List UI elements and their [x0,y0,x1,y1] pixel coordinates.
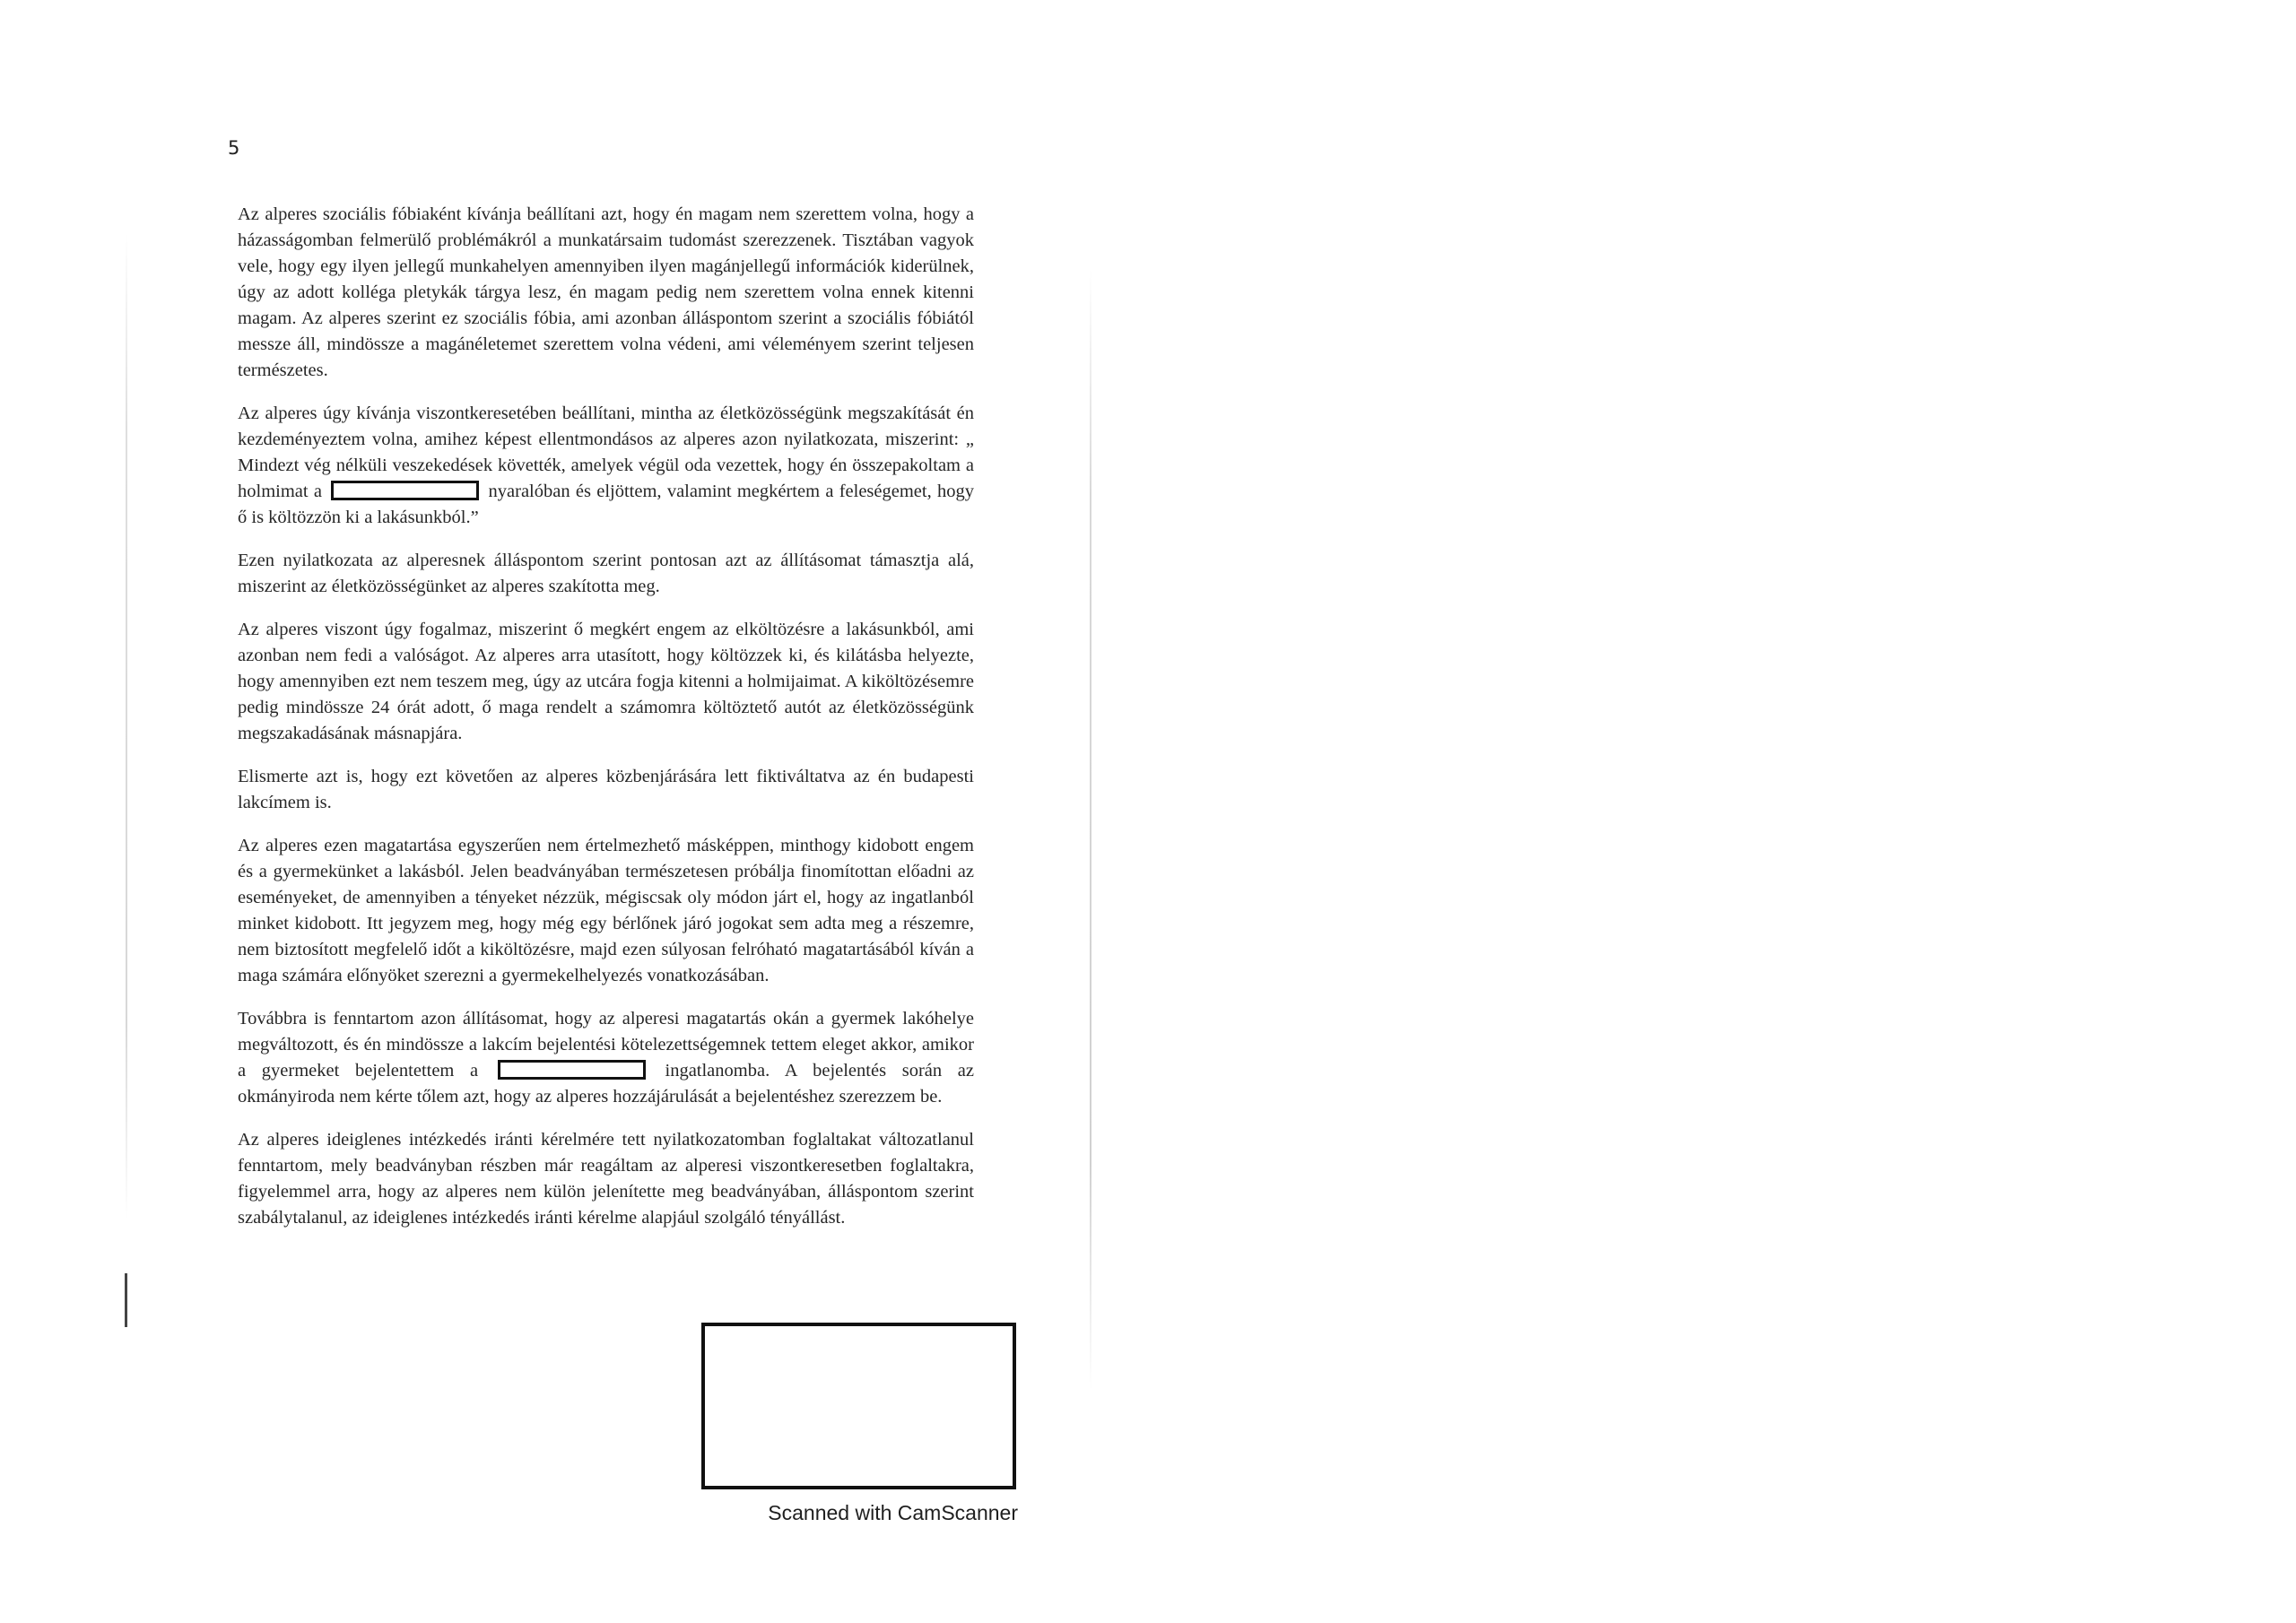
paragraph-social-phobia: Az alperes szociális fóbiaként kívánja beállítani azt, hogy én magam nem szerettem volna, hogy a házasságomban felmerülő problémákról a munkatársaim tudomást szerezzenek. Tisztában vagyok vele, hogy egy ilyen jellegű munkahelyen amennyiben ilyen magánjellegű információk kiderülnek, úgy az adott kolléga pletykák tárgya lesz, én magam pedig nem szerettem volna ennek kitenni magam. Az alperes szerint ez szociális fóbia, ami azonban álláspontom szerint a szociális fóbiától messze áll, mindössze a magánéletemet szerettem volna védeni, ami véleményem szerint teljesen természetes. [238,204,974,380]
scanner-watermark: Scanned with CamScanner [768,1501,1018,1524]
paragraph-text: nyaralóban és eljöttem, valamint megkértem a feleségemet, hogy ő is költözzön ki a lakásunkból.” [238,482,974,527]
paragraph-text: Továbbra is fenntartom azon állításomat, hogy az alperesi magatartás okán a gyermek lakóhelye megváltozott, és én mindössze a lakcím bejelentési kötelezettségemnek tettem eleget akkor, amikor a gyermeket bejelentettem a [238,1009,974,1081]
paragraph-interim-measure: Az alperes ideiglenes intézkedés iránti kérelmére tett nyilatkozatomban foglaltakat változatlanul fenntartom, mely beadványban részben már reagáltam az alperesi viszontkeresetben foglaltakra, figyelemmel arra, hogy az alperes nem külön jelenítette meg beadványában, álláspontom szerint szabálytalanul, az ideiglenes intézkedés iránti kérelme alapjául szolgáló tényállást. [238,1130,974,1228]
paragraph-child-residence [238,1006,974,1110]
paragraph-text: ingatlanomba. A bejelentés során az okmányiroda nem kérte tőlem azt, hogy az alperes hozzájárulását a bejelentéshez szerezzem be. [238,1061,974,1107]
redaction-box [331,481,479,500]
scan-edge-shadow-right [1090,269,1091,1390]
paragraph-text: Az alperes úgy kívánja viszontkeresetében beállítani, mintha az életközösségünk megszakítását én kezdeményeztem volna, amihez képest ellentmondásos az alperes azon nyilatkozata, miszerint: „ Mindezt vég nélküli veszekedések követték, amelyek végül oda vezettek, hogy én összepakoltam a holmimat a [238,404,974,501]
paragraph-statement-support: Ezen nyilatkozata az alperesnek álláspontom szerint pontosan azt az állításomat támasztja alá, miszerint az életközösségünket az alperes szakította meg. [238,551,974,596]
paragraph-separation-initiative [238,401,974,531]
scan-edge-mark-left [125,1273,127,1327]
paragraph-kicked-out: Az alperes ezen magatartása egyszerűen nem értelmezhető másképpen, minthogy kidobott engem és a gyermekünket a lakásból. Jelen beadványában természetesen próbálja finomítottan előadni az eseményeket, de amennyiben a tényeket nézzük, mégiscsak oly módon járt el, hogy az ingatlanból minket kidobott. Itt jegyzem meg, hogy még egy bérlőnek járó jogokat sem adta meg a részemre, nem biztosított megfelelő időt a kiköltözésre, majd ezen súlyosan felróható magatartásából kíván a maga számára előnyöket szerezni a gyermekelhelyezés vonatkozásában. [238,836,974,985]
scan-edge-shadow-left [126,233,127,1219]
document-body [238,202,974,1248]
signature-redaction-box [701,1323,1016,1489]
redaction-box [498,1060,646,1080]
paragraph-moving-out: Az alperes viszont úgy fogalmaz, miszerint ő megkért engem az elköltözésre a lakásunkból, ami azonban nem fedi a valóságot. Az alperes arra utasított, hogy költözzek ki, és kilátásba helyezte, hogy amennyiben ezt nem teszem meg, úgy az utcára fogja kitenni a holmijaimat. A kiköltözésemre pedig mindössze 24 órát adott, ő maga rendelt a számomra költöztető autót az életközösségünk megszakadásának másnapjára. [238,620,974,743]
paragraph-address-fictive: Elismerte azt is, hogy ezt követően az alperes közbenjárására lett fiktiváltatva az én budapesti lakcímem is. [238,767,974,812]
page-number: 5 [228,137,240,159]
